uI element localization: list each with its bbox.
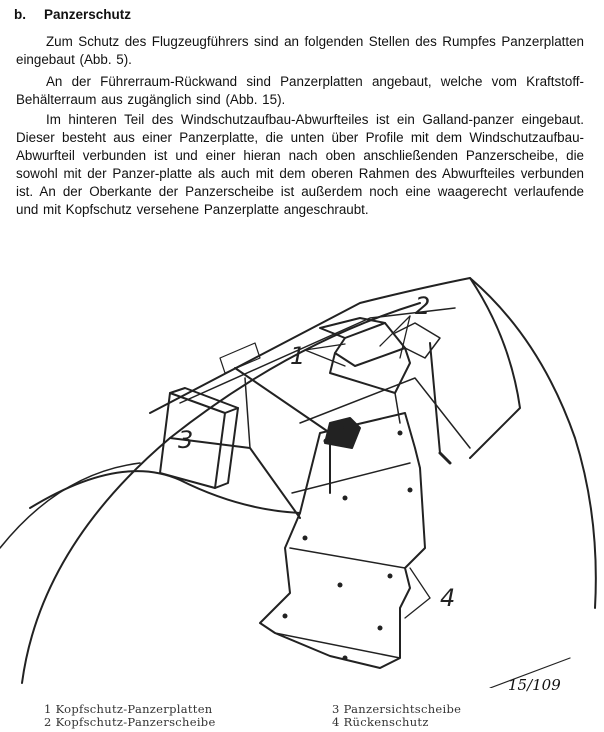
callout-1: 1 xyxy=(290,342,306,370)
legend-item-3: 3 Panzersichtscheibe xyxy=(332,702,462,716)
back-armor xyxy=(260,413,425,668)
legend-item-2: 2 Kopfschutz-Panzerscheibe xyxy=(44,715,216,729)
head-armor-glass xyxy=(325,418,360,448)
section-number: b. xyxy=(14,7,26,22)
cockpit-sill xyxy=(30,471,300,513)
paragraph-2: An der Führerraum-Rückwand sind Panzerplatten angebaut, welche vom Kraftstoff-Behälterraum aus zugänglich sind (Abb. 15). xyxy=(16,74,584,107)
nose-outline xyxy=(470,278,596,608)
paragraph-1: Zum Schutz des Flugzeugführers sind an folgenden Stellen des Rumpfes Panzerplatten eingebaut (Abb. 5). xyxy=(16,34,584,67)
callout-3: 3 xyxy=(178,426,194,454)
section-heading xyxy=(14,7,131,22)
callout-4: 4 xyxy=(440,584,456,612)
legend-item-4: 4 Rückenschutz xyxy=(332,715,429,729)
legend-item-1: 1 Kopfschutz-Panzerplatten xyxy=(44,702,213,716)
callout-2: 2 xyxy=(415,292,431,320)
figure-number: 15/109 xyxy=(508,676,561,694)
legend-right xyxy=(332,703,461,729)
section-title: Panzerschutz xyxy=(44,7,132,22)
legend-left xyxy=(44,703,216,729)
paragraph-3: Im hinteren Teil des Windschutzaufbau-Abwurfteiles ist ein Galland-panzer eingebaut. Dieser besteht aus einer Panzerplatte, die unten über Profile mit dem Windschutzaufbau-Abwurfteil verbunden ist und einer hieran nach oben anschließenden Panzerscheibe, die sowohl mit der Panzer-platte als auch mit dem oberen Rahmen des Abwurfteiles verbunden ist. An der Oberkante der Panzerscheibe ist außerdem noch eine waagerecht verlaufende und mit Kopfschutz versehene Panzerplatte angeschraubt. xyxy=(16,112,584,217)
armor-illustration xyxy=(0,248,604,688)
